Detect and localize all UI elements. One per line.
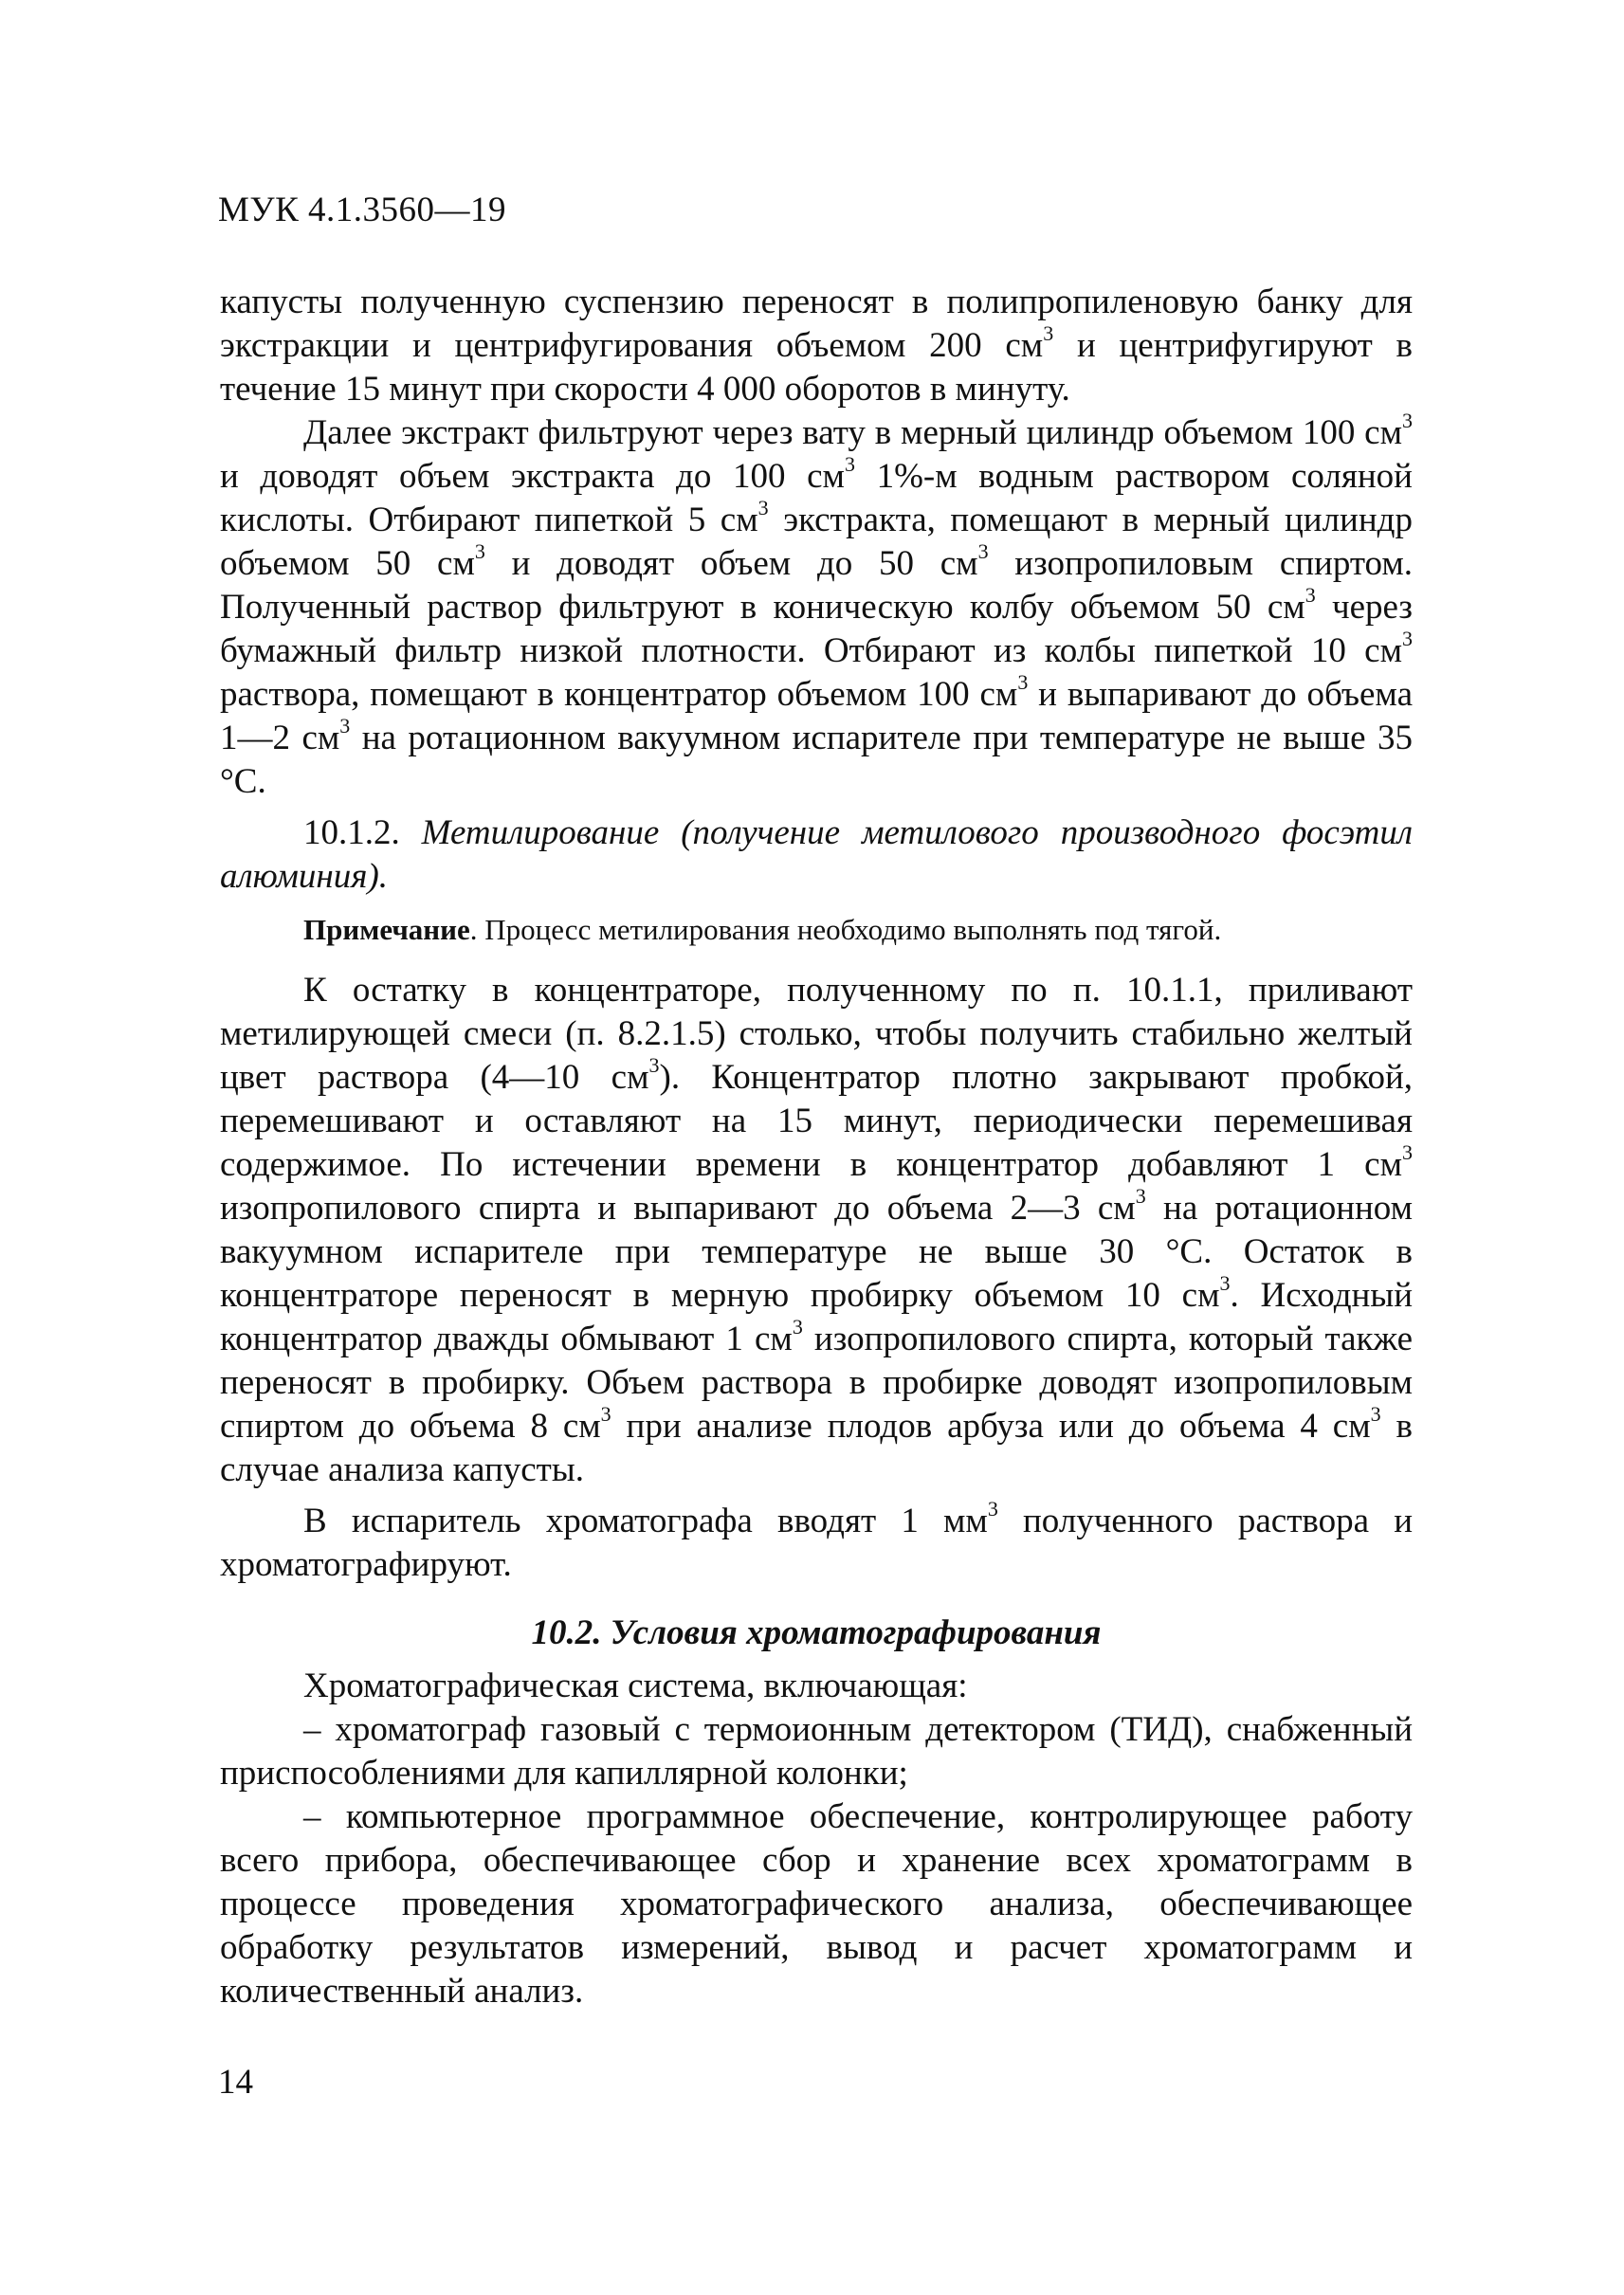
paragraph-1: капусты полученную суспензию переносят в полипропиленовую банку для экстракции и центрифугирования объемом 200 $см^3$ и центрифугируют в течение 15 минут при скорости 4 000 оборотов в минуту. [220, 282, 1413, 409]
subsection-title: Метилирование (получение метилового производного фосэтил алюминия). [220, 813, 1414, 896]
subsection-10-1-2 [220, 811, 1413, 899]
list-item-software: – компьютерное программное обеспечение, контролирующее работу всего прибора, обеспечивающее сбор и хранение всех хроматограмм в процессе проведения хроматографического анализа, обеспечивающее обработку результатов измерений, вывод и расчет хроматограмм и количественный анализ. [220, 1797, 1413, 2011]
section-title: 10.2. Условия хроматографирования [531, 1613, 1102, 1652]
subsection-number: 10.1.2. [303, 813, 422, 852]
page-number: 14 [218, 2063, 253, 2102]
list-item-chromatograph: – хроматограф газовый с термоионным детектором (ТИД), снабженный приспособлениями для капиллярной колонки; [220, 1710, 1413, 1793]
paragraph-2: Далее экстракт фильтруют через вату в мерный цилиндр объемом 100 $см^3$ и доводят объем экстракта до 100 $см^3$ 1%-м водным раствором соляной кислоты. Отбирают пипеткой 5 $см^3$ экстракта, помещают в мерный цилиндр объемом 50 $см^3$ и доводят объем до 50 $см^3$ изопропиловым спиртом. Полученный раствор фильтруют в коническую колбу объемом 50 $см^3$ через бумажный фильтр низкой плотности. Отбирают из колбы пипеткой 10 $см^3$ раствора, помещают в концентратор объемом 100 $см^3$ и выпаривают до объема 1—2 $см^3$ на ротационном вакуумном испарителе при температуре не выше 35 °С. [220, 408, 1413, 801]
document-code-header: МУК 4.1.3560—19 [218, 191, 507, 229]
note-label: Примечание [303, 913, 470, 946]
paragraph-5: В испаритель хроматографа вводят 1 $мм^3$ полученного раствора и хроматографируют. [220, 1496, 1413, 1584]
paragraph-6: Хроматографическая система, включающая: [303, 1667, 968, 1705]
body-text [220, 281, 1413, 2013]
note [220, 910, 1413, 950]
superscript: 3 [1043, 320, 1054, 345]
note-text: . Процесс метилирования необходимо выполнять под тягой. [469, 913, 1222, 946]
paragraph-4: К остатку в концентраторе, полученному по п. 10.1.1, приливают метилирующей смеси (п. 8.2.1.5) столько, чтобы получить стабильно желтый цвет раствора (4—10 $см^3$). Концентратор плотно закрывают пробкой, перемешивают и оставляют на 15 минут, периодически перемешивая содержимое. По истечении времени в концентратор добавляют 1 $см^3$ изопропилового спирта и выпаривают до объема 2—3 $см^3$ на ротационном вакуумном испарителе при температуре не выше 30 °С. Остаток в концентраторе переносят в мерную пробирку объемом 10 $см^3$. Исходный концентратор дважды обмывают 1 $см^3$ изопропилового спирта, который также переносят в пробирку. Объем раствора в пробирке доводят изопропиловым спиртом до объема 8 $см^3$ при анализе плодов арбуза или до объема 4 $см^3$ в случае анализа капусты. [220, 971, 1414, 1489]
